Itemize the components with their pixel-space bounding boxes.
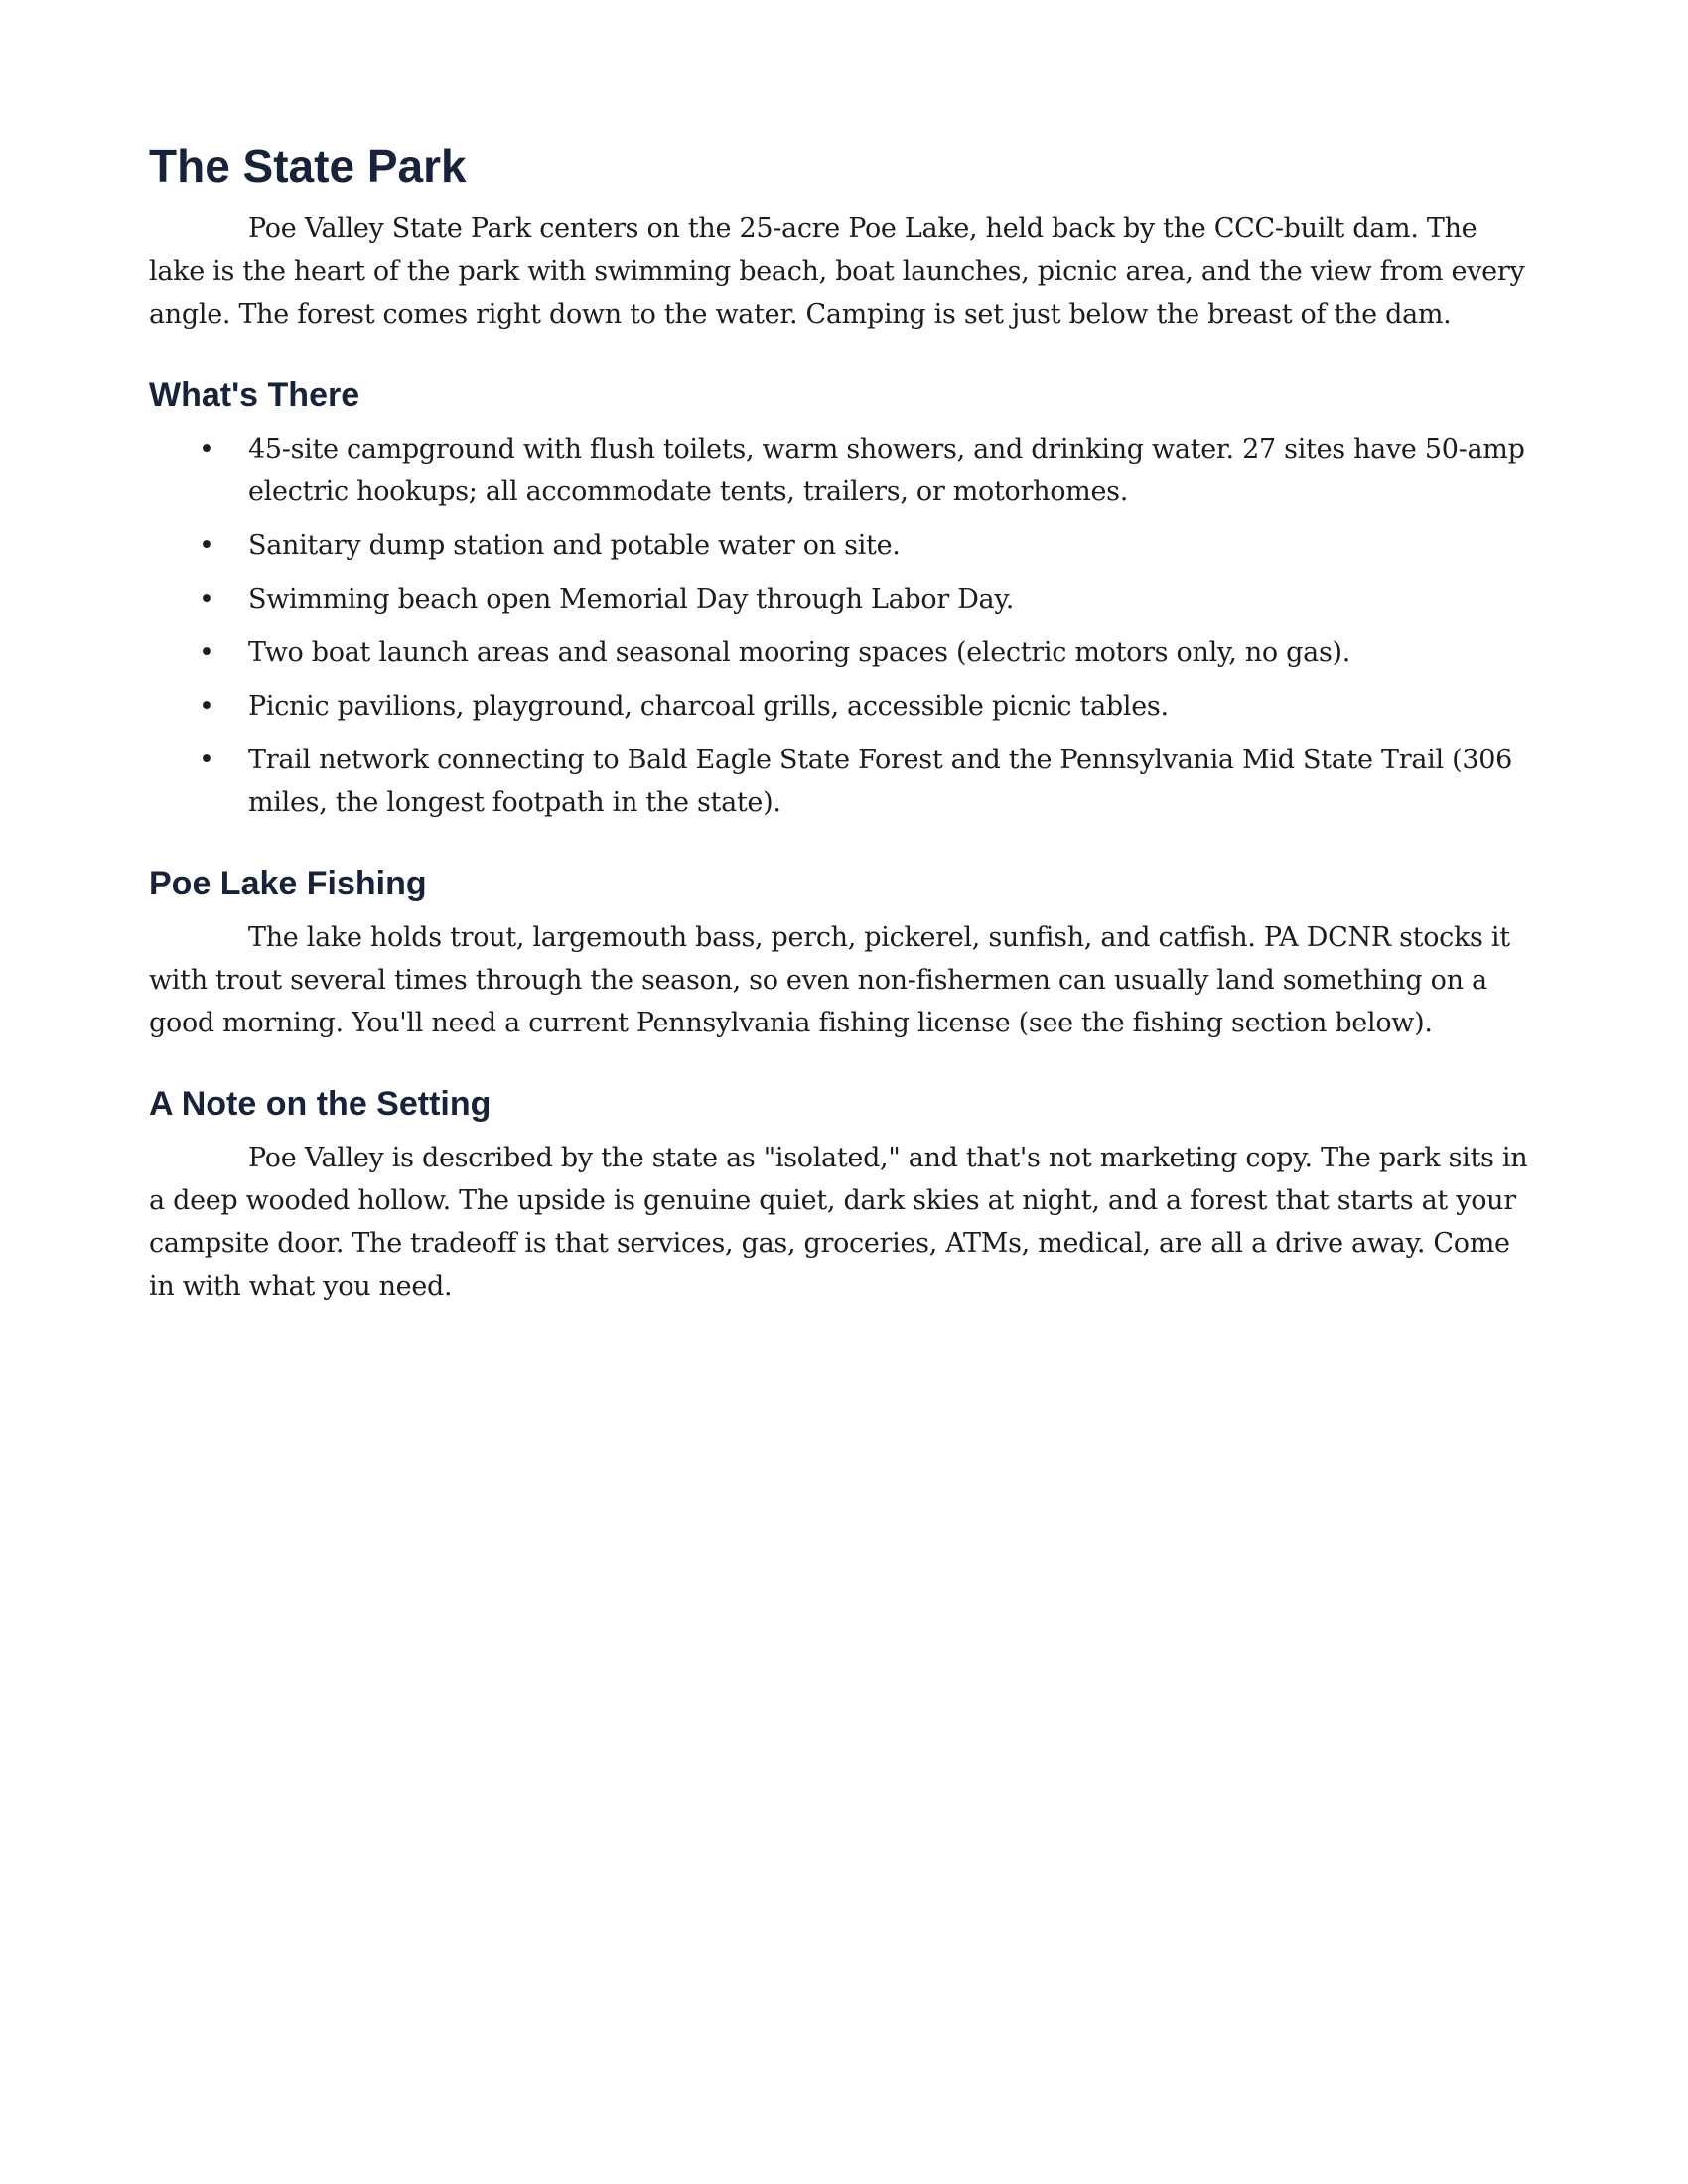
- document-page: [149, 139, 1539, 1307]
- bullet-icon: •: [199, 636, 214, 668]
- list-item: [149, 739, 1539, 824]
- bullet-icon: •: [199, 690, 214, 722]
- setting-heading: A Note on the Setting: [149, 1084, 492, 1123]
- state-park-paragraph: Poe Valley State Park centers on the 25-acre Poe Lake, held back by the CCC-built dam. The lake is the heart of the park with swimming beach, boat launches, picnic area, and the view from every angle. The forest comes right down to the water. Camping is set just below the breast of the dam.: [149, 213, 1525, 331]
- bullet-icon: •: [199, 433, 214, 465]
- list-item-text: Two boat launch areas and seasonal mooring spaces (electric motors only, no gas).: [248, 636, 1351, 668]
- bullet-icon: •: [199, 583, 214, 614]
- whats-there-heading: What's There: [149, 376, 360, 415]
- list-item-text: 45-site campground with flush toilets, warm showers, and drinking water. 27 sites have 50-amp electric hookups; all accommodate tents, trailers, or motorhomes.: [248, 433, 1525, 507]
- bullet-icon: •: [199, 744, 214, 775]
- setting-paragraph: Poe Valley is described by the state as "isolated," and that's not marketing copy. The park sits in a deep wooded hollow. The upside is genuine quiet, dark skies at night, and a forest that starts at your campsite door. The tradeoff is that services, gas, groceries, ATMs, medical, are all a drive away. Come in with what you need.: [149, 1142, 1528, 1301]
- list-item-text: Trail network connecting to Bald Eagle State Forest and the Pennsylvania Mid State Trail (306 miles, the longest footpath in the state).: [248, 744, 1512, 818]
- amenities-list: [149, 428, 1539, 824]
- list-item: [149, 578, 1539, 620]
- list-item: [149, 631, 1539, 674]
- fishing-heading: Poe Lake Fishing: [149, 864, 427, 902]
- page-title: The State Park: [149, 140, 467, 192]
- bullet-icon: •: [199, 529, 214, 561]
- list-item: [149, 428, 1539, 513]
- list-item-text: Swimming beach open Memorial Day through Labor Day.: [248, 583, 1014, 614]
- list-item-text: Picnic pavilions, playground, charcoal grills, accessible picnic tables.: [248, 690, 1169, 722]
- list-item-text: Sanitary dump station and potable water on site.: [248, 529, 901, 561]
- list-item: [149, 685, 1539, 728]
- list-item: [149, 524, 1539, 567]
- fishing-paragraph: The lake holds trout, largemouth bass, perch, pickerel, sunfish, and catfish. PA DCNR stocks it with trout several times through the season, so even non-fishermen can usually land something on a good morning. You'll need a current Pennsylvania fishing license (see the fishing section below).: [149, 921, 1510, 1038]
